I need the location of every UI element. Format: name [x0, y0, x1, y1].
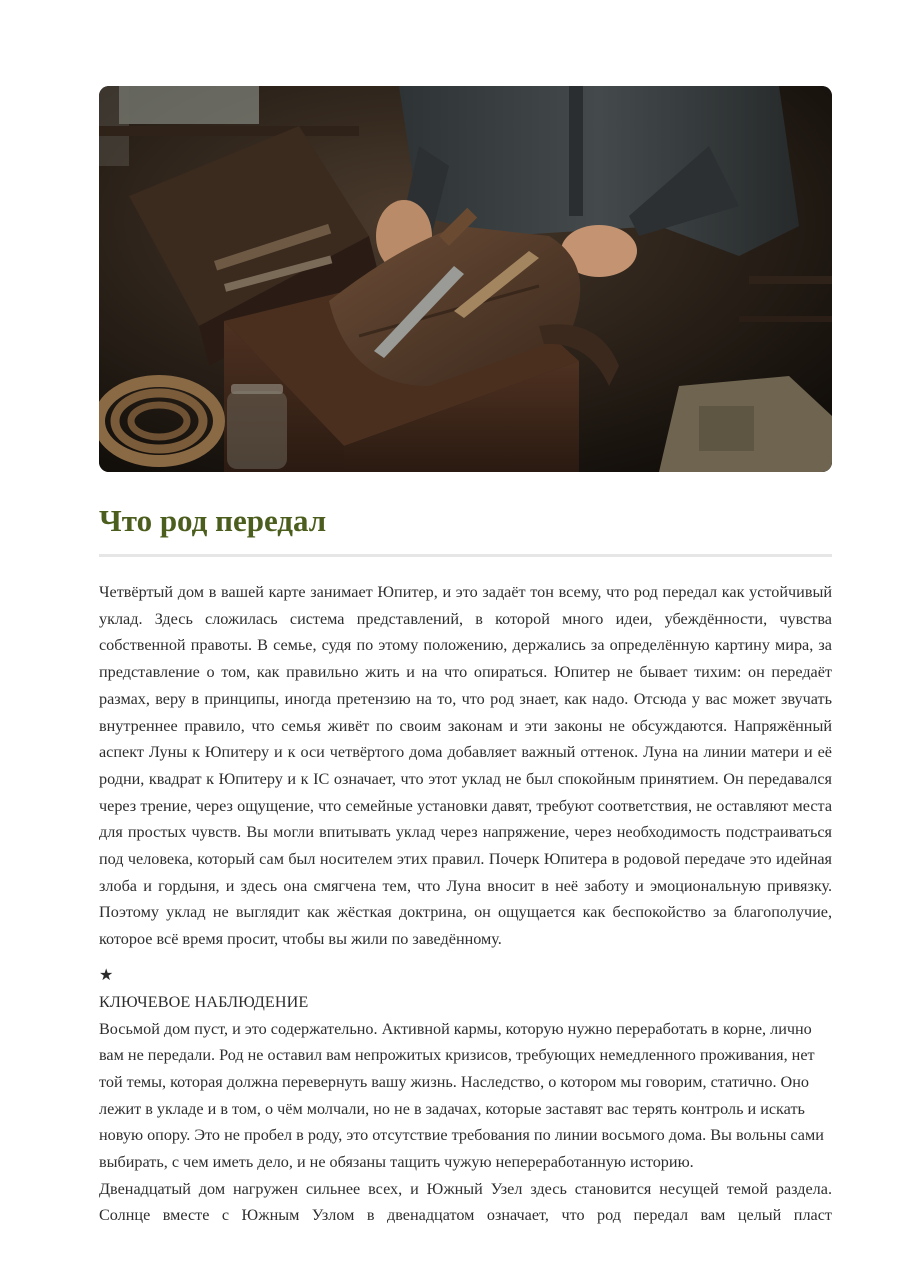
paragraph-eighth-house: Восьмой дом пуст, и это содержательно. Активной кармы, которую нужно переработать в корне, лично вам не передали. Род не оставил вам непрожитых кризисов, требующих немедленного проживания, нет той темы, которая должна перевернуть вашу жизнь. Наследство, о котором мы говорим, статично. Оно лежит в укладе и в том, о чём молчали, но не в задачах, которые заставят вас терять контроль и искать новую опору. Это не пробел в роду, это отсутствие требования по линии восьмого дома. Вы вольны сами выбирать, с чем иметь дело, и не обязаны тащить чужую непереработанную историю.: [99, 1019, 824, 1172]
section-title: Что род передал: [99, 503, 327, 538]
star-icon: ★: [99, 966, 114, 984]
article: [99, 86, 832, 1229]
hero-image: [99, 86, 832, 472]
paragraph-twelfth-house: Двенадцатый дом нагружен сильнее всех, и Южный Узел здесь становится несущей темой раздела. Солнце вместе с Южным Узлом в двенадцатом означает, что род передал вам целый пласт: [99, 1179, 832, 1225]
title-divider: [99, 554, 832, 557]
paragraph-fourth-house: Четвёртый дом в вашей карте занимает Юпитер, и это задаёт тон всему, что род передал как устойчивый уклад. Здесь сложилась система представлений, в которой много идеи, убеждённости, чувства собственной правоты. В семье, судя по этому положению, держались за определённую картину мира, за представление о том, как правильно жить и на что опираться. Юпитер не бывает тихим: он передаёт размах, веру в принципы, иногда претензию на то, что род знает, как надо. Отсюда у вас может звучать внутреннее правило, что семья живёт по своим законам и эти законы не обсуждаются. Напряжённый аспект Луны к Юпитеру и к оси четвёртого дома добавляет важный оттенок. Луна на линии матери и её родни, квадрат к Юпитеру и к IC означает, что этот уклад не был спокойным принятием. Он передавался через трение, через ощущение, что семейные установки давят, требуют соответствия, не оставляют места для простых чувств. Вы могли впитывать уклад через напряжение, через необходимость подстраиваться под человека, который сам был носителем этих правил. Почерк Юпитера в родовой передаче это идейная злоба и гордыня, и здесь она смягчена тем, что Луна вносит в неё заботу и эмоциональную привязку. Поэтому уклад не выглядит как жёсткая доктрина, он ощущается как беспокойство за благополучие, которое всё время просит, чтобы вы жили по заведённому.: [99, 583, 832, 949]
key-observation-label: КЛЮЧЕВОЕ НАБЛЮДЕНИЕ: [99, 992, 309, 1011]
workshop-photo-icon: [99, 86, 832, 472]
